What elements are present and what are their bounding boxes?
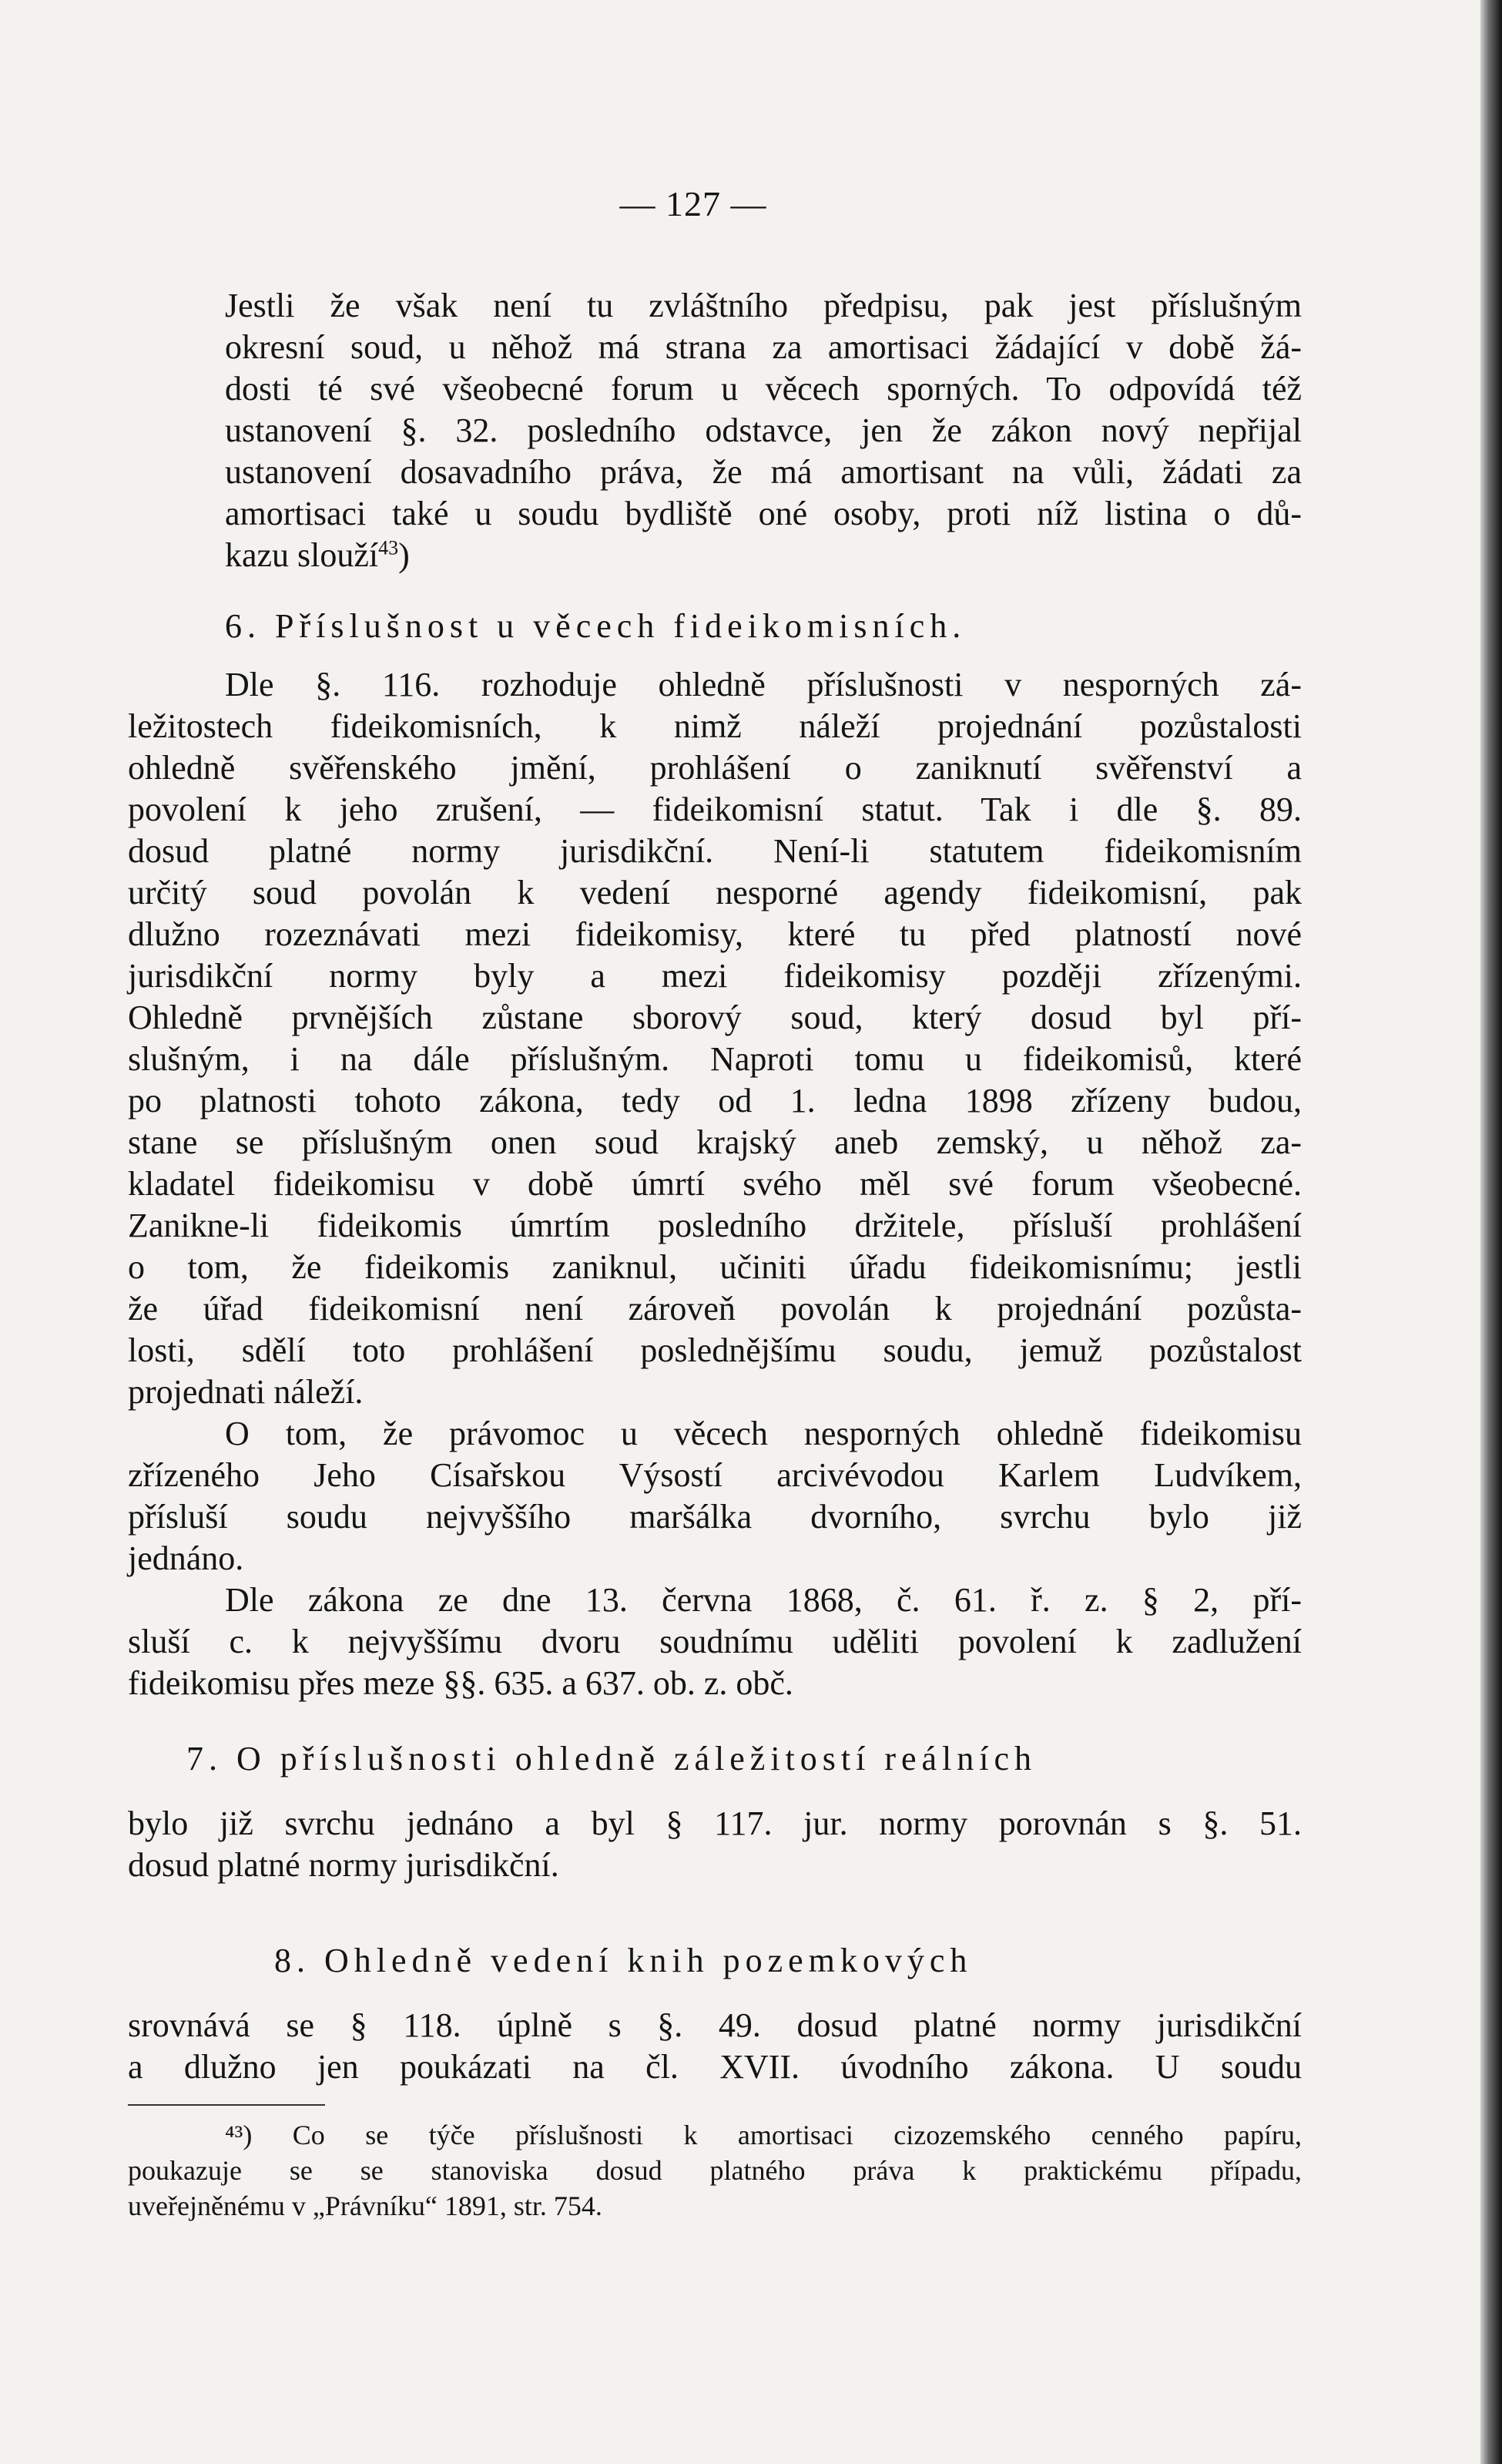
- text-line: Ohledně prvnějších zůstane sborový soud, který dosud byl pří-: [128, 999, 1302, 1036]
- footnote-line: poukazuje se se stanoviska dosud platného práva k praktickému případu,: [128, 2155, 1302, 2186]
- section-heading-7: 7. O příslušnosti ohledně záležitostí reálních: [186, 1740, 1038, 1778]
- text-line: stane se příslušným onen soud krajský aneb zemský, u něhož za-: [128, 1123, 1302, 1161]
- text-line: kladatel fideikomisu v době úmrtí svého měl své forum všeobecné.: [128, 1165, 1302, 1203]
- text-line: Zanikne-li fideikomis úmrtím posledního držitele, přísluší prohlášení: [128, 1207, 1302, 1244]
- text-line: ustanovení §. 32. posledního odstavce, jen že zákon nový nepřijal: [225, 411, 1302, 449]
- paragraph-6b: [128, 1413, 1302, 1579]
- text-line: dosud platné normy jurisdikční.: [128, 1846, 559, 1884]
- page-number: — 127 —: [619, 184, 767, 223]
- text-line: [128, 535, 1302, 576]
- paragraph-6c: [128, 1579, 1302, 1704]
- footnote-line: ⁴³) Co se týče příslušnosti k amortisaci cizozemského cenného papíru,: [225, 2120, 1302, 2150]
- text-line: losti, sdělí toto prohlášení poslednějšímu soudu, jemuž pozůstalost: [128, 1331, 1302, 1369]
- text-line: dosud platné normy jurisdikční. Není-li statutem fideikomisním: [128, 832, 1302, 870]
- text-line: po platnosti tohoto zákona, tedy od 1. ledna 1898 zřízeny budou,: [128, 1082, 1302, 1120]
- text-line: jurisdikční normy byly a mezi fideikomisy později zřízenými.: [128, 957, 1302, 995]
- section-heading-8: 8. Ohledně vedení knih pozemkových: [274, 1942, 973, 1979]
- text-line: určitý soud povolán k vedení nesporné agendy fideikomisní, pak: [128, 874, 1302, 911]
- paragraph-8: [128, 2005, 1302, 2088]
- paragraph-intro: [128, 285, 1302, 576]
- text-line: O tom, že právomoc u věcech nesporných ohledně fideikomisu: [225, 1415, 1302, 1452]
- text-fragment: kazu slouží: [225, 536, 379, 574]
- footnote-separator: [128, 2104, 325, 2106]
- paragraph-7: [128, 1803, 1302, 1886]
- text-line: zřízeného Jeho Císařskou Výsostí arcivévodou Karlem Ludvíkem,: [128, 1456, 1302, 1494]
- text-line: slušným, i na dále příslušným. Naproti tomu u fideikomisů, které: [128, 1040, 1302, 1078]
- footnote-reference: 43: [378, 536, 399, 559]
- text-line: okresní soud, u něhož má strana za amortisaci žádající v době žá-: [225, 328, 1302, 366]
- text-line: ležitostech fideikomisních, k nimž náleží projednání pozůstalosti: [128, 707, 1302, 745]
- text-line: fideikomisu přes meze §§. 635. a 637. ob. z. obč.: [128, 1664, 793, 1702]
- text-line: amortisaci také u soudu bydliště oné osoby, proti níž listina o dů-: [225, 495, 1302, 532]
- text-line: povolení k jeho zrušení, — fideikomisní statut. Tak i dle §. 89.: [128, 791, 1302, 828]
- text-line: o tom, že fideikomis zaniknul, učiniti úřadu fideikomisnímu; jestli: [128, 1248, 1302, 1286]
- text-line: dlužno rozeznávati mezi fideikomisy, které tu před platností nové: [128, 915, 1302, 953]
- text-line: Dle §. 116. rozhoduje ohledně příslušnosti v nesporných zá-: [225, 666, 1302, 703]
- text-line: jednáno.: [128, 1539, 244, 1577]
- paragraph-6a: [128, 664, 1302, 1413]
- text-line: bylo již svrchu jednáno a byl § 117. jur. normy porovnán s §. 51.: [128, 1804, 1302, 1842]
- text-line: že úřad fideikomisní není zároveň povolán k projednání pozůsta-: [128, 1290, 1302, 1328]
- text-line: přísluší soudu nejvyššího maršálka dvorního, svrchu bylo již: [128, 1498, 1302, 1536]
- main-text: [128, 285, 1302, 2088]
- section-heading-6: 6. Příslušnost u věcech fideikomisních.: [225, 607, 967, 645]
- page-edge: [1480, 0, 1502, 2464]
- text-line: a dlužno jen poukázati na čl. XVII. úvodního zákona. U soudu: [128, 2048, 1302, 2086]
- text-line: Jestli že však není tu zvláštního předpisu, pak jest příslušným: [225, 287, 1302, 324]
- text-line: dosti té své všeobecné forum u věcech sporných. To odpovídá též: [225, 370, 1302, 408]
- text-line: projednati náleží.: [128, 1373, 364, 1411]
- text-line: ustanovení dosavadního práva, že má amortisant na vůli, žádati za: [225, 453, 1302, 491]
- text-line: Dle zákona ze dne 13. června 1868, č. 61. ř. z. § 2, pří-: [225, 1581, 1302, 1619]
- footnote-reference-paren: ): [398, 536, 410, 574]
- text-line: ohledně svěřenského jmění, prohlášení o zaniknutí svěřenství a: [128, 749, 1302, 787]
- footnote-line: uveřejněnému v „Právníku“ 1891, str. 754.: [128, 2190, 602, 2221]
- footnote: [128, 2117, 1302, 2224]
- text-line: srovnává se § 118. úplně s §. 49. dosud platné normy jurisdikční: [128, 2006, 1302, 2044]
- text-line: sluší c. k nejvyššímu dvoru soudnímu uděliti povolení k zadlužení: [128, 1623, 1302, 1660]
